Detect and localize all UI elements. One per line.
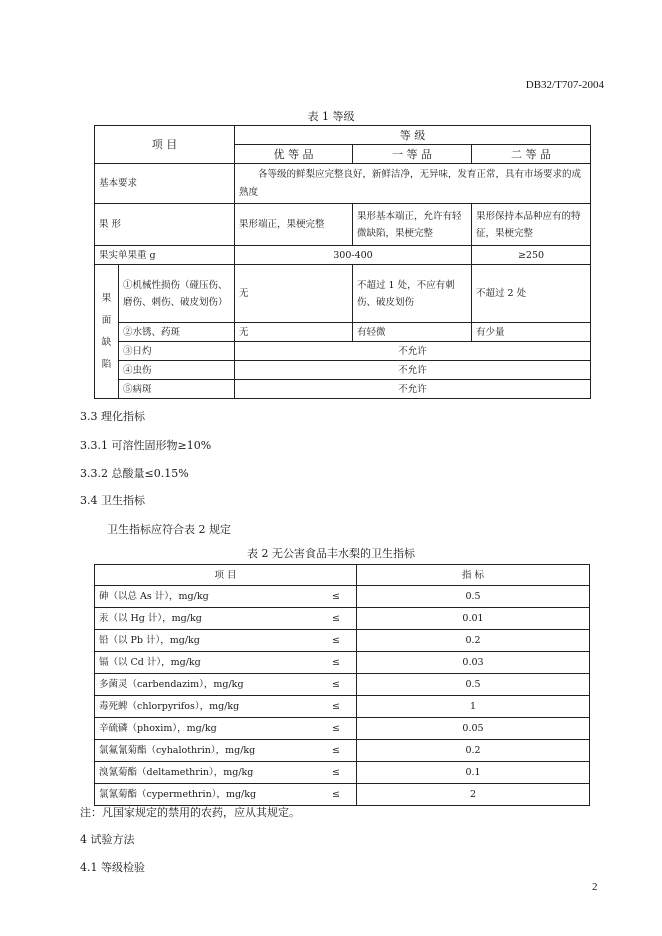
page-number: 2 bbox=[592, 881, 598, 893]
basic-requirement-label: 基本要求 bbox=[95, 164, 235, 204]
defect-rust-name: ②水锈、药斑 bbox=[119, 323, 235, 342]
row-operator: ≤ bbox=[332, 701, 340, 712]
row-value: 0.2 bbox=[357, 630, 590, 652]
table1-caption: 表 1 等级 bbox=[307, 110, 355, 123]
defect-mechanical-second: 不超过 2 处 bbox=[472, 265, 591, 323]
table-row bbox=[95, 784, 357, 806]
table1-item-header: 项 目 bbox=[95, 126, 235, 164]
document-code: DB32/T707-2004 bbox=[525, 79, 604, 91]
grade-table bbox=[94, 125, 591, 399]
row-operator: ≤ bbox=[332, 723, 340, 734]
table2-caption: 表 2 无公害食品丰水梨的卫生指标 bbox=[247, 547, 415, 560]
section-3-3: 3.3 理化指标 bbox=[80, 410, 145, 423]
section-3-4-text: 卫生指标应符合表 2 规定 bbox=[107, 523, 231, 536]
table-row bbox=[95, 586, 357, 608]
row-value: 0.03 bbox=[357, 652, 590, 674]
row-item: 铅（以 Pb 计），mg/kg bbox=[99, 635, 200, 646]
row-item: 多菌灵（carbendazim），mg/kg bbox=[99, 679, 244, 690]
section-4: 4 试验方法 bbox=[80, 833, 135, 846]
defect-rust-first: 有轻微 bbox=[353, 323, 472, 342]
row-value: 0.1 bbox=[357, 762, 590, 784]
defect-mechanical-first: 不超过 1 处，不应有刺伤、破皮划伤 bbox=[353, 265, 472, 323]
defect-sunburn-value: 不允许 bbox=[235, 342, 591, 361]
table1-grade-header: 等 级 bbox=[235, 126, 591, 145]
table-row bbox=[95, 652, 357, 674]
table-row bbox=[95, 696, 357, 718]
weight-label: 果实单果重 g bbox=[95, 246, 235, 265]
table-row bbox=[95, 630, 357, 652]
row-value: 0.5 bbox=[357, 674, 590, 696]
defect-mechanical-premium: 无 bbox=[235, 265, 353, 323]
defect-rust-premium: 无 bbox=[235, 323, 353, 342]
section-3-3-1: 3.3.1 可溶性固形物≥10% bbox=[80, 439, 212, 452]
row-item: 镉（以 Cd 计），mg/kg bbox=[99, 657, 201, 668]
shape-second: 果形保持本品种应有的特征，果梗完整 bbox=[472, 204, 591, 246]
grade-premium: 优 等 品 bbox=[235, 145, 353, 164]
weight-second: ≥250 bbox=[472, 246, 591, 265]
row-value: 0.01 bbox=[357, 608, 590, 630]
shape-label: 果 形 bbox=[95, 204, 235, 246]
defect-disease-value: 不允许 bbox=[235, 380, 591, 399]
row-item: 溴氰菊酯（deltamethrin），mg/kg bbox=[99, 767, 254, 778]
table-row bbox=[95, 740, 357, 762]
row-operator: ≤ bbox=[332, 657, 340, 668]
weight-premium-first: 300-400 bbox=[235, 246, 472, 265]
table2-note: 注：凡国家规定的禁用的农药，应从其规定。 bbox=[80, 806, 300, 819]
table-row bbox=[95, 608, 357, 630]
row-operator: ≤ bbox=[332, 767, 340, 778]
row-operator: ≤ bbox=[332, 679, 340, 690]
row-operator: ≤ bbox=[332, 635, 340, 646]
row-value: 1 bbox=[357, 696, 590, 718]
row-value: 0.2 bbox=[357, 740, 590, 762]
section-4-1: 4.1 等级检验 bbox=[80, 861, 145, 874]
row-value: 0.05 bbox=[357, 718, 590, 740]
defect-label: 果 面 缺 陷 bbox=[95, 265, 119, 399]
table-row bbox=[95, 762, 357, 784]
defect-insect-name: ④虫伤 bbox=[119, 361, 235, 380]
defect-rust-second: 有少量 bbox=[472, 323, 591, 342]
shape-first: 果形基本端正，允许有轻微缺陷，果梗完整 bbox=[353, 204, 472, 246]
hygiene-table bbox=[94, 564, 590, 806]
table2-item-header: 项 目 bbox=[95, 565, 357, 586]
defect-disease-name: ⑤病斑 bbox=[119, 380, 235, 399]
row-value: 0.5 bbox=[357, 586, 590, 608]
section-3-3-2: 3.3.2 总酸量≤0.15% bbox=[80, 467, 189, 480]
table2-index-header: 指 标 bbox=[357, 565, 590, 586]
row-item: 汞（以 Hg 计），mg/kg bbox=[99, 613, 202, 624]
grade-second: 二 等 品 bbox=[472, 145, 591, 164]
row-item: 辛硫磷（phoxim），mg/kg bbox=[99, 723, 217, 734]
grade-first: 一 等 品 bbox=[353, 145, 472, 164]
table-row bbox=[95, 674, 357, 696]
row-item: 氯氰菊酯（cypermethrin），mg/kg bbox=[99, 789, 257, 800]
row-item: 毒死蜱（chlorpyrifos），mg/kg bbox=[99, 701, 240, 712]
row-operator: ≤ bbox=[332, 789, 340, 800]
section-3-4: 3.4 卫生指标 bbox=[80, 494, 145, 507]
row-operator: ≤ bbox=[332, 613, 340, 624]
table-row bbox=[95, 718, 357, 740]
row-operator: ≤ bbox=[332, 745, 340, 756]
row-operator: ≤ bbox=[332, 591, 340, 602]
row-item: 氯氟氰菊酯（cyhalothrin），mg/kg bbox=[99, 745, 256, 756]
defect-insect-value: 不允许 bbox=[235, 361, 591, 380]
row-value: 2 bbox=[357, 784, 590, 806]
basic-requirement-text: 各等级的鲜梨应完整良好，新鲜洁净，无异味，发育正常，具有市场要求的成熟度 bbox=[235, 164, 591, 204]
shape-premium: 果形端正，果梗完整 bbox=[235, 204, 353, 246]
row-item: 砷（以总 As 计），mg/kg bbox=[99, 591, 209, 602]
defect-sunburn-name: ③日灼 bbox=[119, 342, 235, 361]
defect-mechanical-name: ①机械性损伤（碰压伤、磨伤、刺伤、破皮划伤） bbox=[119, 265, 235, 323]
